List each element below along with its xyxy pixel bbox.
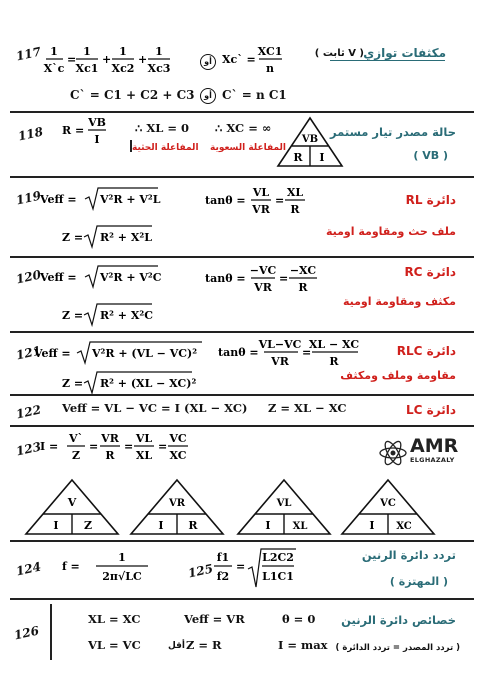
eq-118-xc: ∴ XC = ∞: [215, 121, 272, 135]
separator: [10, 598, 474, 600]
separator: [10, 540, 474, 542]
svg-text:VR: VR: [271, 355, 289, 368]
svg-text:=: =: [124, 440, 134, 453]
svg-text:Xc2: Xc2: [111, 62, 135, 75]
eq-124-frequency: [62, 548, 172, 591]
svg-text:XC1: XC1: [257, 45, 283, 58]
svg-text:V²R + V²L: V²R + V²L: [100, 193, 161, 206]
separator: [10, 394, 474, 396]
title-121: دائرة RLC: [396, 344, 456, 358]
svg-text:I =: I =: [40, 440, 59, 453]
svg-text:R: R: [188, 519, 198, 532]
svg-text:Z =: Z =: [62, 309, 84, 322]
svg-text:−VC: −VC: [249, 264, 277, 277]
ohm-triangles: [12, 478, 476, 538]
svg-text:−XC: −XC: [289, 264, 317, 277]
svg-text:L2C2: L2C2: [262, 551, 294, 564]
svg-text:I: I: [369, 519, 375, 532]
triangle-vc-ixc: [342, 480, 434, 534]
svg-text:R: R: [290, 203, 300, 216]
eq-123-current: [40, 430, 210, 473]
svg-text:R² + X²L: R² + X²L: [100, 231, 152, 244]
svg-text:VC: VC: [169, 432, 187, 445]
svg-text:=: =: [89, 440, 99, 453]
separator: [10, 176, 474, 178]
svg-text:=: =: [302, 346, 312, 359]
svg-text:=: =: [67, 53, 77, 66]
svg-text:R: R: [105, 449, 115, 462]
svg-text:R: R: [298, 281, 308, 294]
title-124: تردد دائرة الرنين: [361, 548, 456, 562]
svg-text:Z =: Z =: [62, 231, 84, 244]
svg-text:XL: XL: [292, 521, 308, 532]
title-126: خصائص دائرة الرنين: [341, 613, 456, 627]
item-number-121: 121: [14, 343, 43, 363]
svg-text:R: R: [329, 355, 339, 368]
svg-text:XL: XL: [135, 449, 153, 462]
svg-text:VL: VL: [135, 432, 153, 445]
separator: [10, 331, 474, 333]
svg-text:R² + (XL − XC)²: R² + (XL − XC)²: [100, 377, 197, 390]
svg-text:Xc1: Xc1: [75, 62, 99, 75]
triangle-vr-ir: [131, 480, 223, 534]
logo-text: AMR: [410, 435, 459, 457]
item-number-119: 119: [14, 188, 43, 208]
tri-118-top: VB: [301, 134, 319, 145]
svg-text:=: =: [275, 194, 285, 207]
svg-text:VR: VR: [168, 498, 186, 509]
sub-124: ( المهتزة ): [389, 575, 448, 588]
svg-text:XL − XC: XL − XC: [308, 338, 360, 351]
prop-i-max: I = max: [278, 638, 328, 652]
svg-text:1: 1: [155, 45, 163, 58]
eq-121-veff: [34, 339, 209, 372]
svg-text:tanθ =: tanθ =: [218, 346, 259, 359]
title-118: حالة مصدر تيار مستمر: [330, 125, 456, 139]
triangle-vl-ixl: [238, 480, 330, 534]
eq-122-veff: Veff = VL − VC = I (XL − XC): [62, 401, 248, 415]
label-capacitive: المفاعلة السعوية: [210, 143, 286, 153]
svg-text:tanθ =: tanθ =: [205, 272, 246, 285]
svg-text:=: =: [279, 272, 289, 285]
tri-118-left: R: [293, 151, 303, 164]
eq-118-r: [62, 114, 122, 157]
sub-120: مكثف ومقاومة اومية: [342, 295, 456, 308]
sub-121: مقاومة وملف ومكثف: [340, 369, 456, 382]
svg-text:V²R + (VL − VC)²: V²R + (VL − VC)²: [92, 347, 198, 360]
svg-text:XC: XC: [169, 449, 187, 462]
svg-text:L1C1: L1C1: [262, 570, 294, 583]
eq-119-z: [62, 223, 182, 254]
eq-119-veff: [40, 185, 180, 218]
item-number-122: 122: [14, 402, 43, 422]
svg-text:V: V: [67, 496, 77, 509]
eq-117-inverse-sum-svg: [43, 43, 196, 83]
prop-veff-vr: Veff = VR: [184, 612, 245, 626]
svg-text:Z: Z: [83, 519, 93, 532]
svg-text:+: +: [102, 53, 112, 66]
svg-text:VR: VR: [252, 203, 270, 216]
svg-text:XC: XC: [396, 521, 412, 532]
svg-text:1: 1: [118, 551, 126, 564]
svg-text:VL−VC: VL−VC: [258, 338, 302, 351]
separator: [10, 256, 474, 258]
triangle-v-iz: [26, 480, 118, 534]
svg-text:VC: VC: [380, 498, 396, 509]
svg-text:VR: VR: [101, 432, 119, 445]
eq-117-n: C` = n C1: [222, 88, 287, 102]
eq-117-xc-n: [222, 43, 302, 86]
svg-text:Veff =: Veff =: [40, 271, 77, 284]
eq-117-sum: C` = C1 + C2 + C3: [70, 88, 195, 102]
svg-text:Z =: Z =: [62, 377, 84, 390]
eq-119-tan: [205, 184, 315, 227]
svg-text:I: I: [265, 519, 271, 532]
svg-text:1: 1: [119, 45, 127, 58]
prop-z-r: Z = R: [186, 638, 222, 652]
eq-122-z: Z = XL − XC: [268, 401, 347, 415]
eq-120-z: [62, 301, 182, 332]
svg-text:V`: V`: [68, 432, 84, 445]
item-number-117: 117: [14, 44, 43, 64]
title-117: مكثفات توازي: [363, 46, 446, 60]
prop-least-label: أقل: [168, 641, 186, 651]
eq-120-tan: [205, 262, 325, 305]
prop-vl-vc: VL = VC: [88, 638, 141, 652]
or-circle-1: أو: [200, 54, 216, 70]
item-number-125: 125: [186, 561, 215, 581]
item-number-123: 123: [14, 439, 43, 459]
svg-text:R² + X²C: R² + X²C: [100, 309, 153, 322]
atom-logo-icon: [378, 438, 408, 468]
frac-den: X`c: [43, 62, 65, 75]
svg-text:tanθ =: tanθ =: [205, 194, 246, 207]
sub-118: ( VB ): [413, 149, 448, 162]
item-number-120: 120: [14, 267, 43, 287]
svg-text:VL: VL: [276, 498, 292, 509]
prop-xl-xc: XL = XC: [88, 612, 141, 626]
eq-125-frequency-ratio: [214, 547, 314, 594]
svg-text:V²R + V²C: V²R + V²C: [100, 271, 162, 284]
svg-text:=: =: [236, 560, 246, 573]
sub-119: ملف حث ومقاومة اومية: [325, 225, 456, 238]
svg-text:I: I: [94, 133, 100, 146]
svg-text:VR: VR: [254, 281, 272, 294]
svg-text:f =: f =: [62, 560, 80, 573]
or-circle-2: أو: [200, 88, 216, 104]
label-inductive: المفاعلة الحثية: [132, 143, 199, 153]
svg-text:I: I: [158, 519, 164, 532]
svg-text:Veff =: Veff =: [40, 193, 77, 206]
prop-theta: θ = 0: [282, 612, 316, 626]
bracket-line: [50, 604, 52, 660]
logo-subtext: ELGHAZALY: [410, 456, 455, 464]
label-divider: [130, 140, 132, 152]
svg-text:Z: Z: [71, 449, 81, 462]
eq-118-xl: ∴ XL = 0: [135, 121, 189, 135]
svg-text:2π√LC: 2π√LC: [102, 570, 142, 583]
eq-120-veff: [40, 263, 180, 296]
tag-117: ( V ثابت ): [314, 48, 364, 59]
svg-text:I: I: [53, 519, 59, 532]
separator: [10, 111, 474, 113]
separator: [10, 425, 474, 427]
title-119: دائرة RL: [405, 193, 456, 207]
tri-118-right: I: [319, 151, 325, 164]
svg-text:VB: VB: [88, 116, 106, 129]
eq-117-inverse-sum: [43, 43, 196, 86]
item-number-124: 124: [14, 559, 43, 579]
item-number-126: 126: [12, 623, 41, 643]
svg-text:n: n: [266, 62, 274, 75]
title-120: دائرة RC: [404, 265, 456, 279]
title-underline-117: [330, 60, 445, 61]
svg-text:1: 1: [83, 45, 91, 58]
item-number-118: 118: [16, 124, 45, 144]
frac-num: 1: [50, 45, 58, 58]
title-122: دائرة LC: [406, 403, 456, 417]
svg-text:R =: R =: [62, 124, 85, 137]
svg-text:Xc` =: Xc` =: [222, 53, 256, 66]
svg-text:Veff =: Veff =: [34, 347, 71, 360]
svg-text:f1: f1: [216, 551, 230, 564]
svg-text:=: =: [158, 440, 168, 453]
svg-text:XL: XL: [286, 186, 304, 199]
svg-text:f2: f2: [216, 570, 230, 583]
svg-text:+: +: [138, 53, 148, 66]
svg-text:VL: VL: [252, 186, 270, 199]
sub-126: ( تردد المصدر = تردد الدائرة ): [335, 643, 460, 653]
svg-text:Xc3: Xc3: [147, 62, 171, 75]
